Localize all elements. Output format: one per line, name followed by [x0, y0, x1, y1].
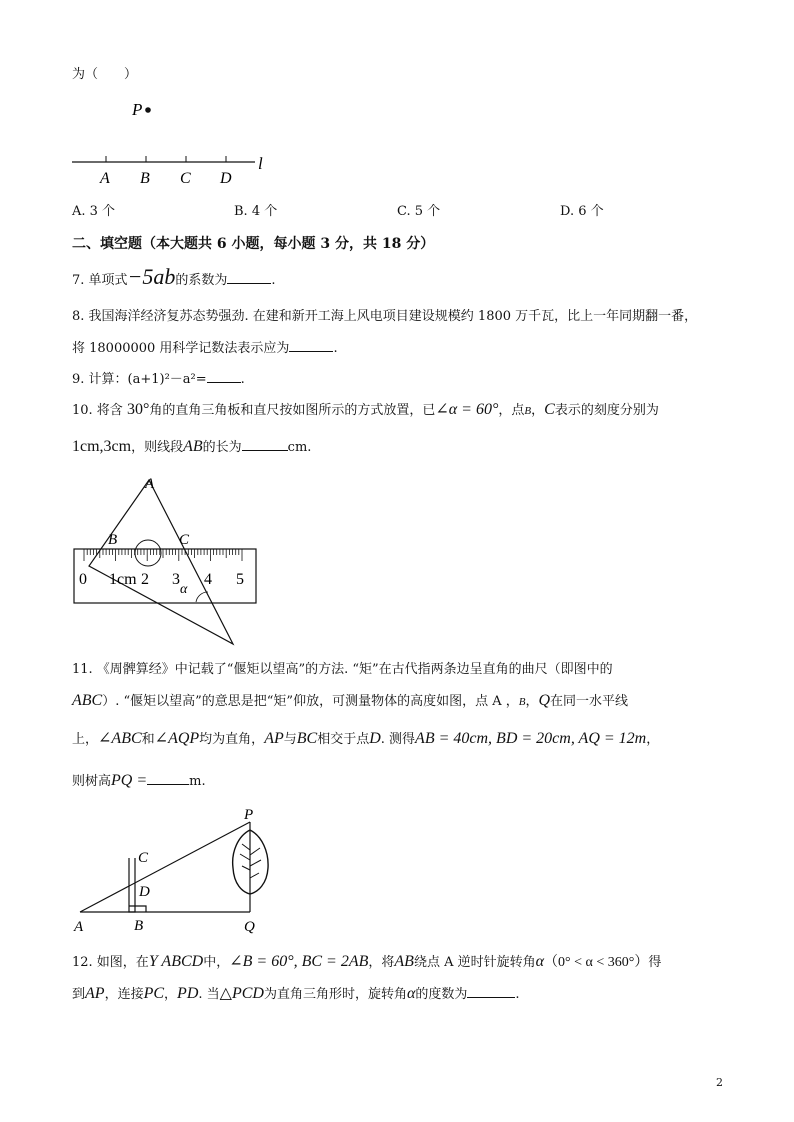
q6-figure — [60, 95, 290, 195]
q10-point-c: C — [544, 401, 555, 418]
ruler-num-0: 0 — [79, 571, 87, 588]
q10-scale-values: 1cm,3cm — [72, 438, 132, 455]
label-b: B — [108, 532, 118, 548]
q10-figure — [66, 472, 276, 652]
q12-t1: 12. 如图，在 — [72, 955, 149, 970]
question-11-line2 — [72, 692, 628, 711]
question-8-line2: 将 18000000 用科学记数法表示应为 . — [72, 341, 338, 356]
q11-ap: AP — [264, 730, 284, 747]
q11-pq: PQ = — [111, 772, 148, 789]
question-12-line2 — [72, 985, 520, 1004]
ruler-num-4: 4 — [204, 571, 212, 588]
q7-expression: −5ab — [127, 264, 176, 289]
point-p-dot — [145, 107, 151, 113]
q10-deg30: 30° — [126, 401, 150, 418]
q11-t6: . 测得 — [380, 732, 416, 747]
ruler — [74, 549, 256, 603]
label-d: D — [220, 170, 232, 187]
question-12-line1 — [72, 953, 661, 972]
q10-text-c: ，点 — [498, 403, 525, 418]
q11-text-b: 在同一水平线 — [550, 694, 629, 709]
q11-bc: BC — [296, 730, 318, 747]
q9-answer-blank — [207, 370, 241, 383]
section-title: 二、填空题（本大题共 6 小题，每小题 3 分，共 18 分） — [72, 236, 435, 252]
label-b: B — [134, 918, 144, 934]
q10-text-f: 的长为 — [202, 440, 242, 455]
option-d: D. 6 个 — [560, 204, 604, 219]
q11-angle-aqp: ∠AQP — [154, 730, 200, 747]
ruler-num-5: 5 — [236, 571, 244, 588]
q11-t4: 与 — [283, 732, 297, 747]
q7-answer-blank — [227, 271, 271, 284]
q12-pc: PC — [143, 985, 165, 1002]
page-number: 2 — [716, 1076, 723, 1089]
q11-angle-abc: ∠ABC — [98, 730, 142, 747]
q12-ap: AP — [85, 985, 105, 1002]
question-fragment: 为（ ） — [72, 67, 138, 82]
q10-text-d: 表示的刻度分别为 — [554, 403, 659, 418]
option-c: C. 5 个 — [397, 204, 441, 219]
q12-ab: AB — [394, 953, 414, 970]
ruler-num-1: 1cm — [109, 571, 137, 588]
q11-unit: m. — [189, 774, 206, 789]
q11-answer-blank — [147, 772, 189, 785]
q12-t7: ，连接 — [104, 987, 144, 1002]
q11-text-a: ）. “偃矩以望高”的意思是把“矩”仰放，可测量物体的高度如图，点 A ， — [102, 694, 519, 709]
q12-sep: ， — [164, 987, 178, 1002]
q12-t5: 得 — [648, 955, 662, 970]
label-c: C — [138, 850, 149, 866]
q7-text-end: 的系数为 — [175, 273, 228, 288]
question-9: 9. 计算：(a+1)²－a²= . — [72, 372, 245, 387]
q11-point-q: Q — [538, 692, 551, 709]
label-p: P — [244, 807, 254, 823]
q10-point-b: B — [524, 405, 532, 417]
label-a: A — [145, 476, 155, 492]
q12-alpha2: α — [406, 985, 416, 1002]
q12-answer-blank — [467, 985, 515, 998]
q11-d: D — [369, 730, 381, 747]
label-c: C — [180, 170, 191, 187]
question-11-line4 — [72, 772, 206, 791]
square-ruler-horizontal — [129, 906, 146, 912]
q12-t9: 为直角三角形时，旋转角 — [263, 987, 407, 1002]
q10-text-a: 10. 将含 — [72, 403, 123, 418]
q12-t4: 绕点 A 逆时针旋转角 — [413, 955, 536, 970]
q11-figure — [66, 800, 286, 940]
q12-parallelogram: Y ABCD — [148, 953, 204, 970]
question-10-line2 — [72, 438, 311, 457]
q10-text-b: 角的直角三角板和直尺按如图所示的方式放置，已 — [149, 403, 436, 418]
q12-t2: 中， — [203, 955, 230, 970]
q11-point-b: B — [518, 696, 526, 708]
q10-alpha-eq: ∠α = 60° — [435, 401, 499, 418]
label-b: B — [140, 170, 150, 187]
option-b: B. 4 个 — [234, 204, 278, 219]
q12-t6: 到 — [72, 987, 86, 1002]
q10-segment: AB — [183, 438, 203, 455]
q10-comma: ， — [531, 403, 545, 418]
q9-text: 9. 计算：(a+1)²－a²= — [72, 372, 207, 387]
q11-t3: 均为直角， — [199, 732, 265, 747]
q11-sep: ， — [525, 694, 539, 709]
label-a: A — [74, 919, 84, 935]
question-8-line1: 8. 我国海洋经济复苏态势强劲. 在建和新开工海上风电项目建设规模约 1800 万千瓦，比上一年同期翻一番， — [72, 309, 698, 324]
q12-alpha: α — [535, 953, 545, 970]
q11-t5: 相交于点 — [317, 732, 370, 747]
q10-unit: cm. — [287, 440, 312, 455]
label-c: C — [179, 532, 190, 548]
q12-conditions: ∠B = 60°, BC = 2AB — [229, 953, 369, 970]
q11-t7: ， — [646, 732, 660, 747]
question-11-line1: 11. 《周髀算经》中记载了“偃矩以望高”的方法. “矩”在古代指两条边呈直角的曲尺（即图中的 — [72, 662, 613, 677]
ruler-num-2: 2 — [141, 571, 149, 588]
label-a: A — [100, 170, 110, 187]
q11-t1: 上， — [72, 732, 99, 747]
line-l-label: l — [258, 154, 263, 173]
q11-abc: ABC — [72, 692, 103, 709]
q10-text-e: ，则线段 — [131, 440, 184, 455]
q12-triangle: △PCD — [219, 985, 264, 1002]
q8-answer-blank — [289, 339, 333, 352]
label-d: D — [139, 884, 150, 900]
q12-t11: . — [515, 987, 520, 1002]
q12-t10: 的度数为 — [415, 987, 468, 1002]
q12-range: （0° < α < 360°） — [544, 955, 649, 970]
option-a: A. 3 个 — [72, 204, 116, 219]
q10-answer-blank — [242, 438, 288, 451]
question-7: 7. 单项式−5ab的系数为 . — [72, 264, 276, 289]
label-alpha: α — [180, 582, 188, 597]
q8-text: 将 18000000 用科学记数法表示应为 — [72, 341, 290, 356]
point-p-label: P — [132, 100, 143, 119]
question-11-line3 — [72, 730, 659, 749]
q11-t2: 和 — [141, 732, 155, 747]
q12-t3: ，将 — [368, 955, 395, 970]
q11-measurements: AB = 40cm, BD = 20cm, AQ = 12m — [415, 730, 647, 747]
question-10-line1 — [72, 401, 659, 420]
q12-t8: . 当 — [198, 987, 220, 1002]
sight-line — [80, 822, 250, 912]
ruler-num-3: 3 — [172, 571, 180, 588]
q11-t8: 则树高 — [72, 774, 112, 789]
q12-pd: PD — [177, 985, 199, 1002]
q7-text: 7. 单项式 — [72, 273, 128, 288]
label-q: Q — [244, 919, 255, 935]
